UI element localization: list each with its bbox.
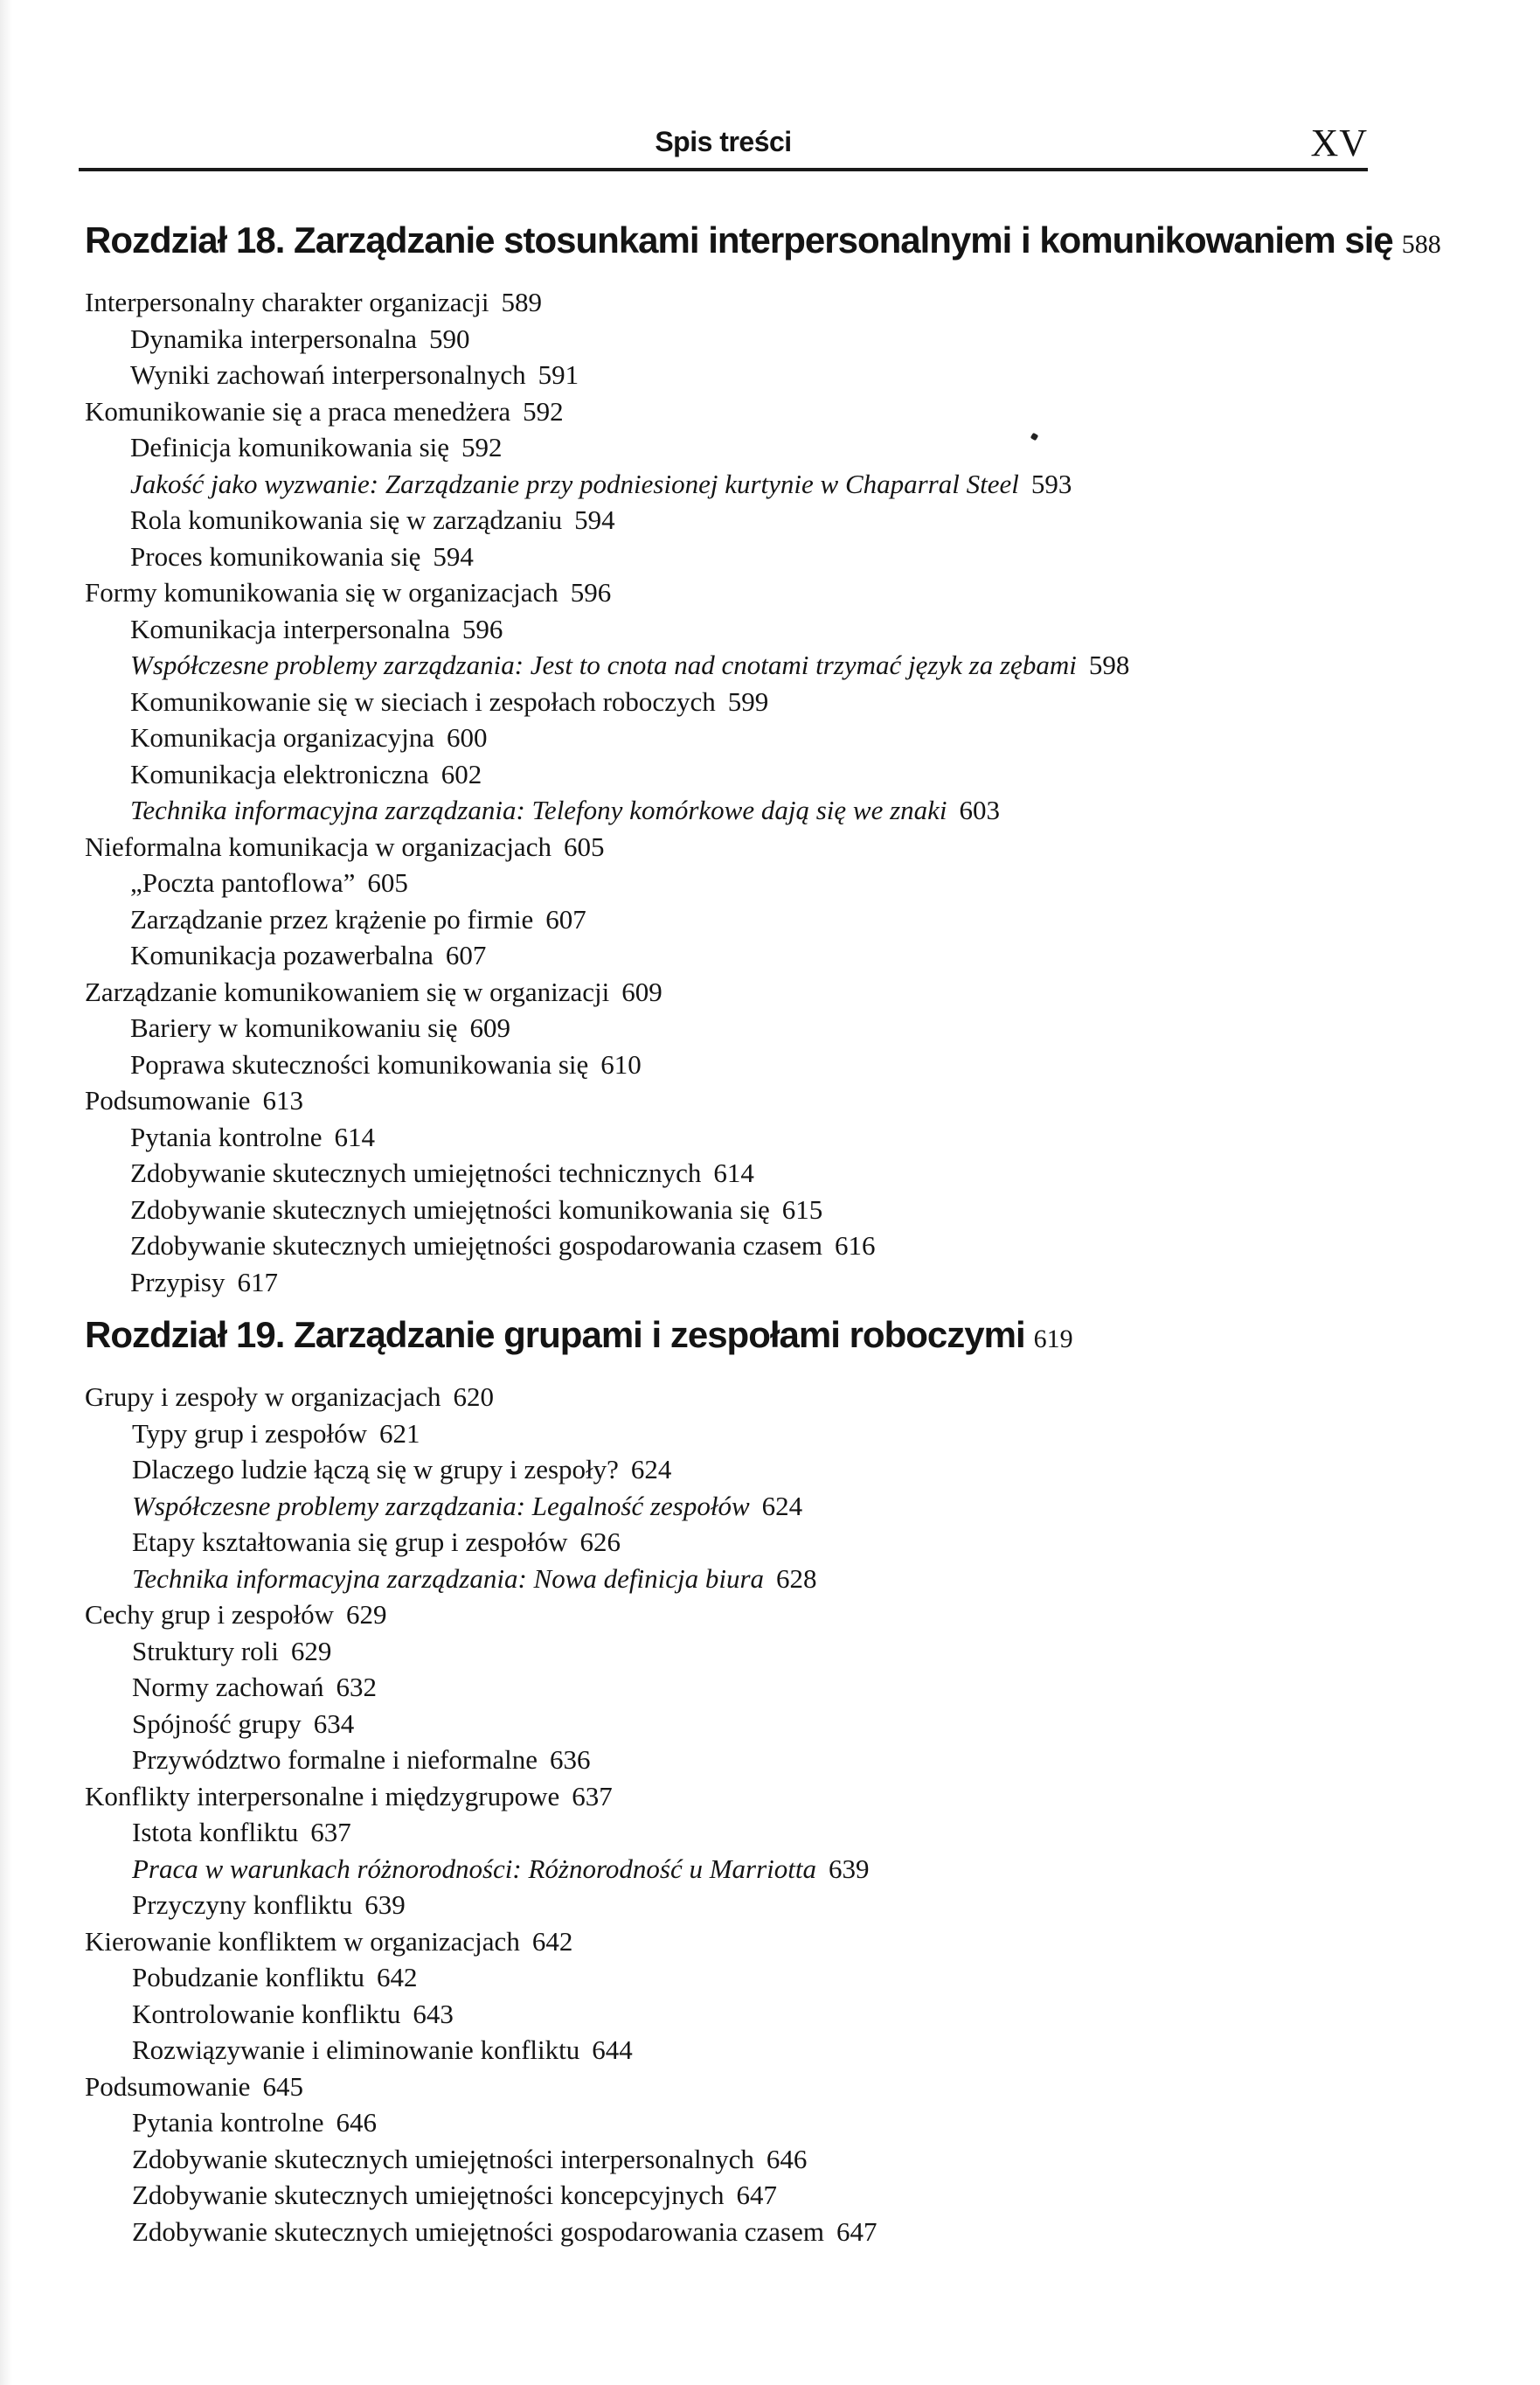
toc-entry: Komunikacja organizacyjna 600 — [130, 722, 488, 753]
toc-entry: Etapy kształtowania się grup i zespołów 626 — [132, 1526, 621, 1557]
toc-entry: Istota konfliktu 637 — [132, 1817, 351, 1847]
toc-entry: Rola komunikowania się w zarządzaniu 594 — [130, 504, 615, 535]
toc-entry: Pytania kontrolne 614 — [130, 1121, 376, 1152]
toc-entry: Przyczyny konfliktu 639 — [132, 1889, 406, 1920]
toc-entry: Przypisy 617 — [130, 1266, 278, 1297]
toc-entry-feature: Współczesne problemy zarządzania: Jest to cnota nad cnotami trzymać język za zębami 598 — [130, 650, 1130, 680]
toc-entry: Pytania kontrolne 646 — [132, 2107, 378, 2138]
page-number: XV — [1310, 122, 1368, 164]
toc-entry: Poprawa skuteczności komunikowania się 610 — [130, 1048, 642, 1080]
toc-entry-feature: Technika informacyjna zarządzania: Telefony komórkowe dają się we znaki 603 — [130, 795, 1001, 825]
toc-entry: Komunikacja interpersonalna 596 — [130, 613, 503, 644]
toc-entry: Komunikowanie się a praca menedżera 592 — [85, 395, 564, 427]
toc-entry: Konflikty interpersonalne i międzygrupowe 637 — [85, 1780, 613, 1811]
toc-entry: Dlaczego ludzie łączą się w grupy i zespoły? 624 — [132, 1454, 672, 1485]
chapter-18-toc-list — [85, 284, 1431, 1300]
toc-entry: Podsumowanie 613 — [85, 1085, 303, 1116]
toc-entry: Pobudzanie konfliktu 642 — [132, 1962, 418, 1992]
toc-entry: Definicja komunikowania się 592 — [130, 432, 503, 462]
toc-entry-feature: Jakość jako wyzwanie: Zarządzanie przy podniesionej kurtynie w Chaparral Steel 593 — [130, 468, 1072, 499]
toc-entry: Dynamika interpersonalna 590 — [130, 323, 470, 354]
running-head — [79, 122, 1368, 171]
page-edge-shadow — [0, 0, 12, 2385]
running-head-title: Spis treści — [655, 126, 792, 157]
toc-entry: Komunikacja pozawerbalna 607 — [130, 940, 487, 970]
chapter-18-heading — [85, 212, 1441, 268]
toc-entry: Typy grup i zespołów 621 — [132, 1417, 420, 1449]
chapter-19-section — [85, 1307, 1431, 2249]
toc-entry: Komunikacja elektroniczna 602 — [130, 758, 482, 789]
toc-entry: Nieformalna komunikacja w organizacjach 605 — [85, 831, 605, 862]
toc-entry: Zarządzanie przez krążenie po firmie 607 — [130, 903, 586, 935]
toc-entry: Proces komunikowania się 594 — [130, 540, 474, 572]
toc-entry: Zarządzanie komunikowaniem się w organizacji 609 — [85, 976, 662, 1007]
toc-entry: Podsumowanie 645 — [85, 2070, 303, 2102]
toc-entry: „Poczta pantoflowa” 605 — [130, 867, 408, 898]
toc-entry: Struktury roli 629 — [132, 1635, 332, 1666]
toc-entry: Rozwiązywanie i eliminowanie konfliktu 644 — [132, 2034, 633, 2065]
toc-entry: Kierowanie konfliktem w organizacjach 642 — [85, 1925, 573, 1957]
toc-entry: Zdobywanie skutecznych umiejętności koncepcyjnych 647 — [132, 2180, 777, 2210]
chapter-19-page: 619 — [1033, 1325, 1073, 1353]
toc-entry: Normy zachowań 632 — [132, 1672, 377, 1702]
toc-entry: Grupy i zespoły w organizacjach 620 — [85, 1381, 494, 1412]
toc-entry: Przywództwo formalne i nieformalne 636 — [132, 1744, 591, 1775]
toc-entry: Komunikowanie się w sieciach i zespołach roboczych 599 — [130, 685, 769, 717]
toc-entry: Interpersonalny charakter organizacji 589 — [85, 287, 542, 317]
toc-entry: Spójność grupy 634 — [132, 1707, 355, 1739]
toc-entry: Zdobywanie skutecznych umiejętności interpersonalnych 646 — [132, 2143, 808, 2174]
toc-entry: Bariery w komunikowaniu się 609 — [130, 1012, 511, 1043]
toc-entry-feature: Praca w warunkach różnorodności: Różnorodność u Marriotta 639 — [132, 1853, 870, 1884]
toc-entry: Formy komunikowania się w organizacjach 596 — [85, 577, 612, 608]
toc-entry: Cechy grup i zespołów 629 — [85, 1599, 387, 1630]
toc-entry: Zdobywanie skutecznych umiejętności gospodarowania czasem 616 — [130, 1230, 876, 1261]
toc-entry: Zdobywanie skutecznych umiejętności gospodarowania czasem 647 — [132, 2215, 878, 2247]
toc-entry: Zdobywanie skutecznych umiejętności technicznych 614 — [130, 1158, 754, 1188]
chapter-19-title: Rozdział 19. Zarządzanie grupami i zespołami roboczymi — [85, 1314, 1025, 1355]
chapter-18-page: 588 — [1401, 230, 1441, 259]
toc-entry: Wyniki zachowań interpersonalnych 591 — [130, 359, 579, 390]
chapter-18-section — [85, 212, 1441, 1300]
chapter-19-heading — [85, 1307, 1431, 1363]
toc-entry-feature: Współczesne problemy zarządzania: Legalność zespołów 624 — [132, 1490, 803, 1521]
chapter-19-toc-list — [85, 1379, 1431, 2249]
toc-entry: Kontrolowanie konfliktu 643 — [132, 1998, 454, 2029]
toc-entry-feature: Technika informacyjna zarządzania: Nowa definicja biura 628 — [132, 1562, 817, 1594]
toc-entry: Zdobywanie skutecznych umiejętności komunikowania się 615 — [130, 1193, 823, 1225]
chapter-18-title: Rozdział 18. Zarządzanie stosunkami interpersonalnymi i komunikowaniem się — [85, 219, 1393, 261]
